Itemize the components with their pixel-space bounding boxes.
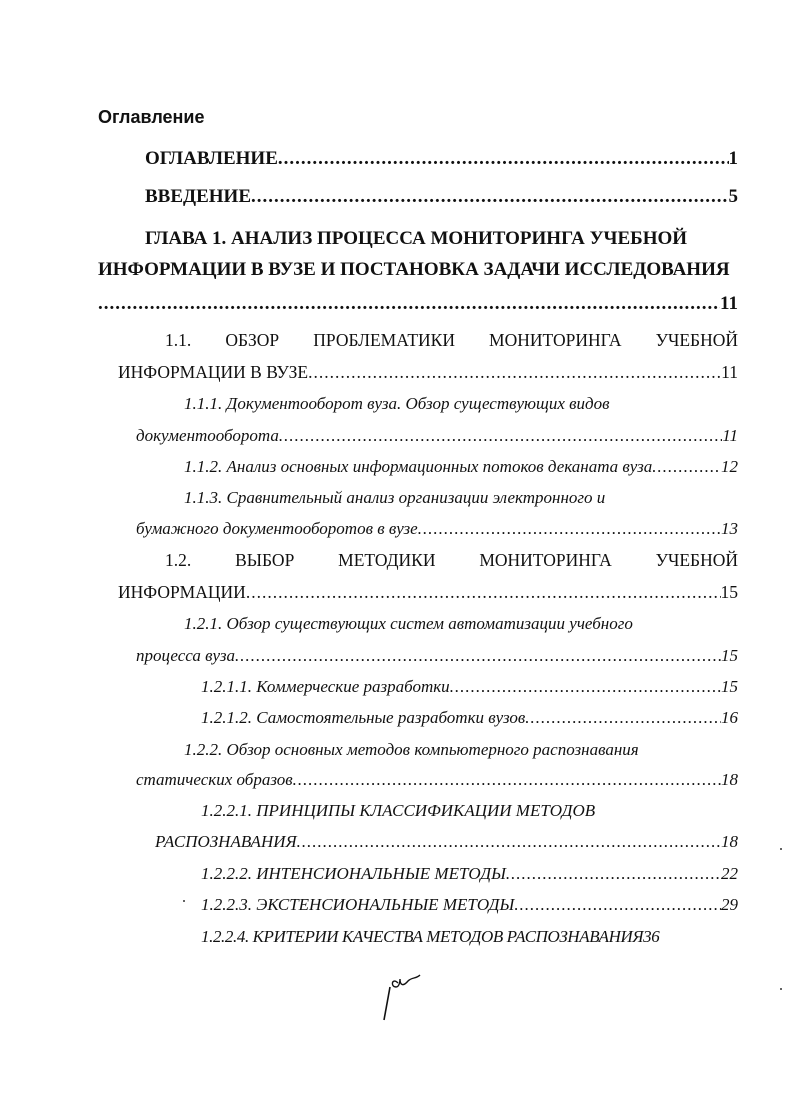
entry-title: 1.2.1.2. Самостоятельные разработки вузов [201,708,526,727]
entry-title: 1.2.2.2. ИНТЕНСИОНАЛЬНЫЕ МЕТОДЫ [201,864,506,883]
entry-title: ВВЕДЕНИЕ [145,186,251,207]
entry-title: РАСПОЗНАВАНИЯ [155,832,297,851]
toc-entry-ch1-line1[interactable]: ГЛАВА 1. АНАЛИЗ ПРОЦЕССА МОНИТОРИНГА УЧЕБНОЙ [145,228,688,249]
dot-leader [418,517,721,541]
toc-entry-1-2-2-1-line1[interactable]: 1.2.2.1. ПРИНЦИПЫ КЛАССИФИКАЦИИ МЕТОДОВ [201,801,596,820]
entry-page: 11 [722,426,738,445]
dot-leader [297,830,721,854]
toc-entry-1-1-2[interactable] [184,455,738,479]
entry-title: 1.2.1.1. Коммерческие разработки [201,677,450,696]
toc-entry-1-2-2-line1[interactable]: 1.2.2. Обзор основных методов компьютерного распознавания [184,740,639,759]
toc-entry-1-2-line1[interactable]: 1.2. ВЫБОР МЕТОДИКИ МОНИТОРИНГА УЧЕБНОЙ [165,550,738,570]
toc-entry-1-2[interactable] [118,580,738,604]
handwritten-page-mark [378,965,438,1025]
entry-page: 36 [643,927,660,946]
dot-leader [506,862,721,886]
toc-entry-1-1-3[interactable] [136,517,738,541]
toc-entry-1-2-1-2[interactable] [201,706,738,730]
toc-entry-1-2-2-3[interactable] [201,893,738,917]
entry-page: 15 [720,582,738,602]
entry-page: 12 [721,457,738,476]
entry-page: 22 [721,864,738,883]
dot-leader [246,580,721,604]
entry-title: документооборота [136,426,279,445]
toc-heading: Оглавление [98,107,205,127]
dot-leader [514,893,721,917]
entry-page: 16 [721,708,738,727]
toc-entry-ch1-leader[interactable] [98,292,738,316]
scan-speck [780,848,782,850]
toc-entry-1-1-3-line1[interactable]: 1.1.3. Сравнительный анализ организации электронного и [184,488,606,507]
toc-entry-1-2-1[interactable] [136,644,738,668]
toc-entry-toc[interactable] [145,147,738,171]
entry-title: ИНФОРМАЦИИ В ВУЗЕ [118,362,309,382]
entry-page: 11 [721,362,738,382]
dot-leader [98,292,720,316]
dot-leader [279,424,722,448]
dot-leader [251,185,729,209]
dot-leader [652,455,721,479]
toc-entry-1-2-1-1[interactable] [201,675,738,699]
entry-page: 5 [728,186,738,207]
scan-speck [780,988,782,990]
entry-page: 13 [721,519,738,538]
scan-speck [183,900,185,902]
entry-title: 1.2.2.4. КРИТЕРИИ КАЧЕСТВА МЕТОДОВ РАСПОЗНАВАНИЯ [201,927,644,946]
entry-page: 15 [721,677,738,696]
entry-title: процесса вуза [136,646,235,665]
entry-page: 1 [728,148,738,169]
entry-page: 18 [721,832,738,851]
toc-entry-1-2-2-1[interactable] [155,830,738,854]
dot-leader [293,768,721,792]
entry-title: 1.2.2.3. ЭКСТЕНСИОНАЛЬНЫЕ МЕТОДЫ [201,895,515,914]
toc-entry-ch1-line2[interactable]: ИНФОРМАЦИИ В ВУЗЕ И ПОСТАНОВКА ЗАДАЧИ ИССЛЕДОВАНИЯ [98,259,730,280]
toc-entry-1-1-line1[interactable]: 1.1. ОБЗОР ПРОБЛЕМАТИКИ МОНИТОРИНГА УЧЕБНОЙ [165,330,738,350]
entry-page: 18 [721,770,738,789]
entry-page: 15 [721,646,738,665]
toc-entry-1-1-1[interactable] [136,424,738,448]
toc-entry-1-2-2-4[interactable] [201,925,738,949]
toc-entry-1-1-1-line1[interactable]: 1.1.1. Документооборот вуза. Обзор существующих видов [184,394,610,413]
toc-entry-intro[interactable] [145,185,738,209]
dot-leader [525,706,721,730]
dot-leader [450,675,721,699]
toc-entry-1-2-2[interactable] [136,768,738,792]
entry-title: 1.1.2. Анализ основных информационных потоков деканата вуза [184,457,653,476]
entry-page: 29 [721,895,738,914]
dot-leader [278,147,729,171]
entry-title: бумажного документооборотов в вузе [136,519,418,538]
entry-page: 11 [720,293,738,314]
dot-leader [308,360,721,384]
toc-entry-1-1[interactable] [118,360,738,384]
entry-title: статических образов [136,770,293,789]
entry-title: ИНФОРМАЦИИ [118,582,246,602]
toc-entry-1-2-2-2[interactable] [201,862,738,886]
entry-title: ОГЛАВЛЕНИЕ [145,148,278,169]
dot-leader [235,644,721,668]
toc-entry-1-2-1-line1[interactable]: 1.2.1. Обзор существующих систем автоматизации учебного [184,614,633,633]
